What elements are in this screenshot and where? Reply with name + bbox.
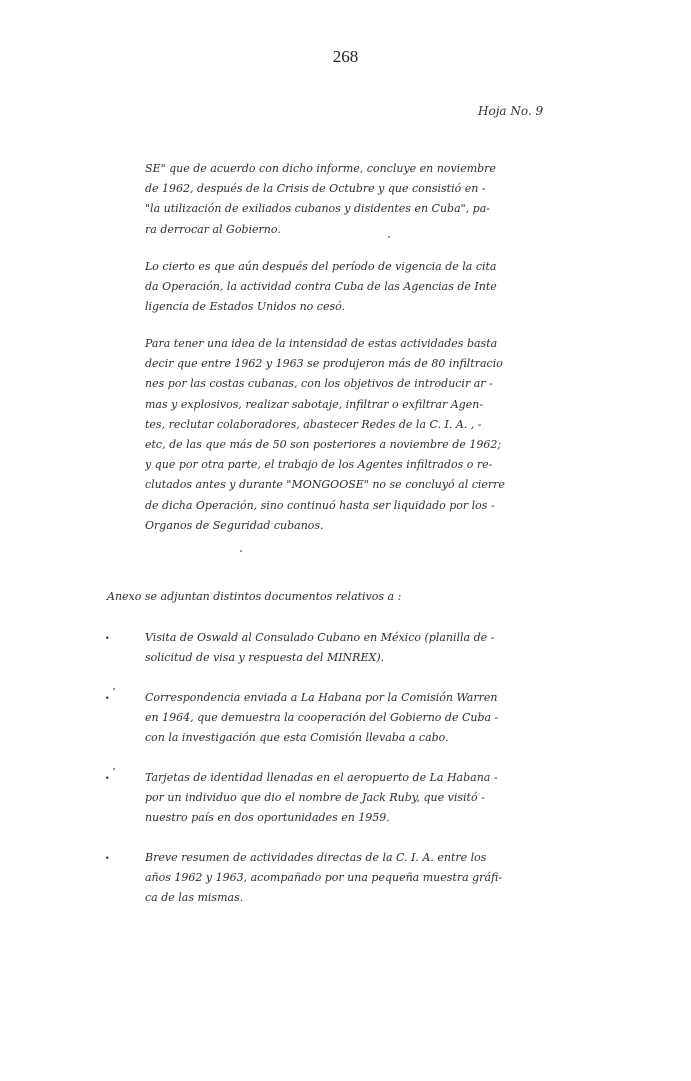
scan-speck bbox=[240, 550, 242, 552]
scan-speck bbox=[113, 768, 115, 770]
paragraph-line: etc, de las que más de 50 son posteriores a noviembre de 1962; bbox=[145, 438, 502, 452]
scan-speck bbox=[388, 236, 390, 238]
paragraph-line: ligencia de Estados Unidos no cesó. bbox=[145, 300, 346, 314]
item-line: Visita de Oswald al Consulado Cubano en México (planilla de - bbox=[145, 631, 495, 644]
paragraph-line: da Operación, la actividad contra Cuba de las Agencias de Inte bbox=[145, 280, 497, 294]
bullet-marker: . bbox=[105, 768, 110, 783]
item-line: con la investigación que esta Comisión llevaba a cabo. bbox=[145, 731, 449, 745]
bullet-marker: . bbox=[105, 628, 110, 643]
scan-speck bbox=[113, 688, 115, 690]
paragraph-line: de dicha Operación, sino continuó hasta ser liquidado por los - bbox=[145, 498, 495, 512]
body-paragraph bbox=[145, 334, 570, 536]
paragraph-line: Organos de Seguridad cubanos. bbox=[145, 518, 324, 532]
paragraph-line: de 1962, después de la Crisis de Octubre y que consistió en - bbox=[145, 182, 486, 196]
annex-item-text bbox=[145, 628, 570, 668]
annex-item-text bbox=[145, 848, 570, 909]
item-line: solicitud de visa y respuesta del MINREX). bbox=[145, 651, 385, 665]
sheet-label: Hoja No. 9 bbox=[478, 104, 544, 118]
paragraph-line: tes, reclutar colaboradores, abastecer Redes de la C. I. A. , - bbox=[145, 417, 482, 431]
paragraph-line: nes por las costas cubanas, con los objetivos de introducir ar - bbox=[145, 377, 493, 391]
paragraph-line: "la utilización de exiliados cubanos y disidentes en Cuba", pa- bbox=[145, 202, 491, 216]
page-number: 268 bbox=[332, 47, 359, 66]
annex-item-text bbox=[145, 688, 570, 749]
annex-item-text bbox=[145, 768, 570, 829]
paragraph-line: decir que entre 1962 y 1963 se produjeron más de 80 infiltracio bbox=[145, 357, 503, 371]
paragraph-line: Para tener una idea de la intensidad de estas actividades basta bbox=[145, 337, 498, 350]
item-line: años 1962 y 1963, acompañado por una pequeña muestra gráfi- bbox=[145, 871, 503, 885]
item-line: Tarjetas de identidad llenadas en el aeropuerto de La Habana - bbox=[145, 771, 498, 784]
paragraph-line: mas y explosivos, realizar sabotaje, infiltrar o exfiltrar Agen- bbox=[145, 397, 484, 411]
annex-intro: Anexo se adjuntan distintos documentos relativos a : bbox=[107, 590, 402, 603]
paragraph-line: clutados antes y durante "MONGOOSE" no se concluyó al cierre bbox=[145, 478, 505, 492]
bullet-marker: . bbox=[105, 688, 110, 703]
item-line: ca de las mismas. bbox=[145, 891, 244, 905]
item-line: Breve resumen de actividades directas de la C. I. A. entre los bbox=[145, 851, 487, 864]
body-paragraph bbox=[145, 257, 570, 318]
item-line: por un individuo que dio el nombre de Jack Ruby, que visitó - bbox=[145, 791, 485, 805]
item-line: nuestro país en dos oportunidades en 1959. bbox=[145, 811, 390, 825]
paragraph-line: y que por otra parte, el trabajo de los Agentes infiltrados o re- bbox=[145, 458, 493, 472]
body-paragraph bbox=[145, 159, 570, 240]
item-line: en 1964, que demuestra la cooperación del Gobierno de Cuba - bbox=[145, 711, 499, 725]
item-line: Correspondencia enviada a La Habana por la Comisión Warren bbox=[145, 691, 498, 704]
bullet-marker: . bbox=[105, 848, 110, 863]
paragraph-line: ra derrocar al Gobierno. bbox=[145, 222, 281, 236]
paragraph-line: SE" que de acuerdo con dicho informe, concluye en noviembre bbox=[145, 162, 496, 175]
paragraph-line: Lo cierto es que aún después del período de vigencia de la cita bbox=[145, 260, 497, 273]
